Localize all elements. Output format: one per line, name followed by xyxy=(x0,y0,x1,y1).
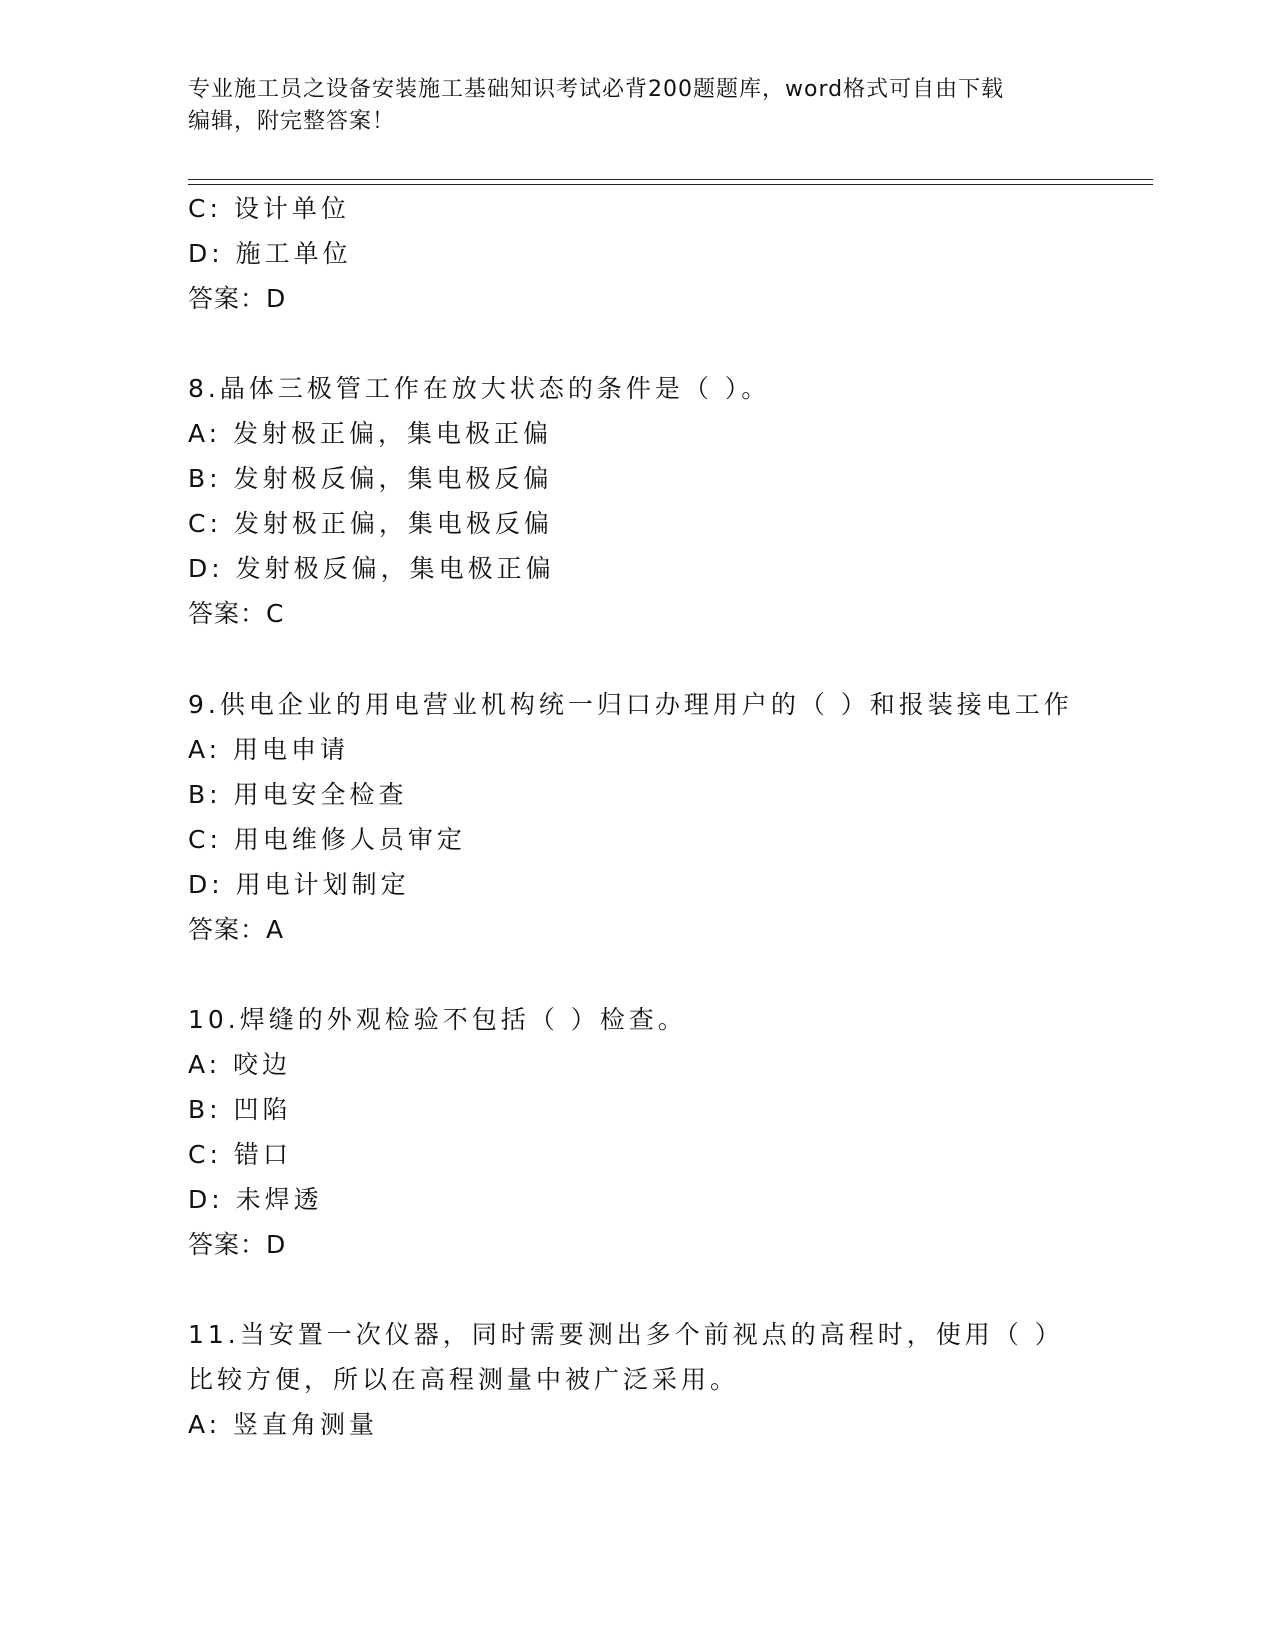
answer-line: 答案：A xyxy=(188,915,285,944)
option-line: C: 发射极正偏，集电极反偏 xyxy=(188,509,553,538)
question-line: 8.晶体三极管工作在放大状态的条件是（ ）。 xyxy=(188,374,771,403)
option-line: D: 未焊透 xyxy=(188,1185,323,1214)
option-line: A: 用电申请 xyxy=(188,735,350,764)
option-line: B: 凹陷 xyxy=(188,1095,292,1124)
option-line: B: 发射极反偏，集电极反偏 xyxy=(188,464,553,493)
question-line: 9.供电企业的用电营业机构统一归口办理用户的（ ）和报装接电工作 xyxy=(188,690,1073,719)
question-continuation-line: 比较方便，所以在高程测量中被广泛采用。 xyxy=(188,1365,740,1394)
answer-line: 答案：D xyxy=(188,1230,287,1259)
option-line: C: 用电维修人员审定 xyxy=(188,825,466,854)
option-line: B: 用电安全检查 xyxy=(188,780,408,809)
header-line-2: 编辑，附完整答案！ xyxy=(188,109,396,134)
option-line: D: 用电计划制定 xyxy=(188,870,410,899)
option-line: A: 咬边 xyxy=(188,1050,292,1079)
header-divider-bottom xyxy=(188,184,1153,185)
option-line: A: 竖直角测量 xyxy=(188,1410,379,1439)
answer-line: 答案：C xyxy=(188,599,285,628)
option-line: C: 错口 xyxy=(188,1140,292,1169)
header-divider-top xyxy=(188,179,1153,180)
option-line: C: 设计单位 xyxy=(188,194,350,223)
document-header xyxy=(188,74,1088,138)
option-line: D: 施工单位 xyxy=(188,239,352,268)
option-line: A: 发射极正偏，集电极正偏 xyxy=(188,419,553,448)
header-line-1: 专业施工员之设备安装施工基础知识考试必背200题题库，word格式可自由下载 xyxy=(188,77,1005,102)
option-line: D: 发射极反偏，集电极正偏 xyxy=(188,554,555,583)
question-line: 10.焊缝的外观检验不包括（ ）检查。 xyxy=(188,1005,687,1034)
question-line: 11.当安置一次仪器，同时需要测出多个前视点的高程时，使用（ ） xyxy=(188,1320,1064,1349)
answer-line: 答案：D xyxy=(188,284,287,313)
